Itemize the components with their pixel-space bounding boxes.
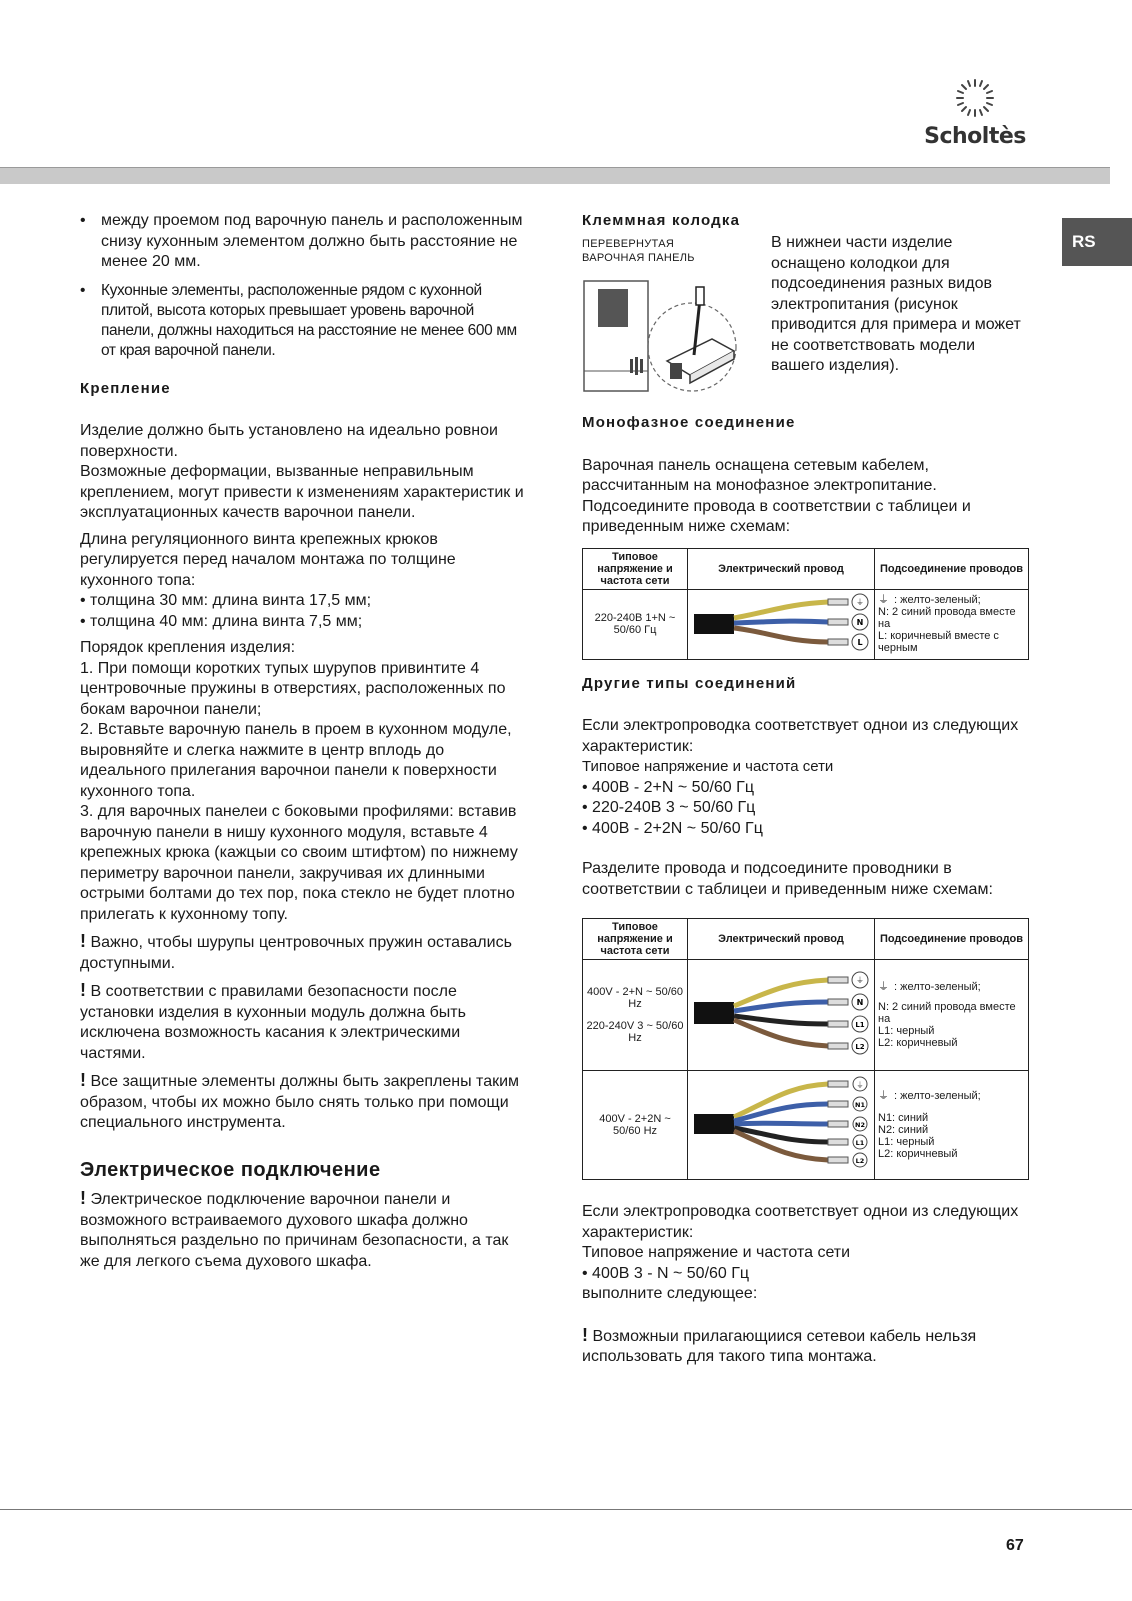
paragraph: Разделите провода и подсоедините проводники в соответствии с таблицеи и приведенным ниже схемам:	[582, 860, 993, 898]
svg-text:N: N	[856, 617, 864, 627]
warning-note: ! Электрическое подключение варочнои панели и возможного встраиваемого духового шкафа должно выполняться раздельно по причинам безопасности, а так же для легкого съема духового шкафа.	[80, 1188, 509, 1270]
terminal-block-section	[582, 211, 1029, 399]
paragraph: Если электропроводка соответствует однои из следующих характеристик:	[582, 717, 1019, 755]
table-header: Подсоединение проводов	[875, 548, 1029, 589]
svg-text:⏚: ⏚	[856, 1080, 864, 1089]
warning-note: ! Возможныи прилагающиися сетевои кабель нельзя использовать для такого типа монтажа.	[582, 1324, 977, 1365]
section-title-fixing: Крепление	[80, 379, 171, 397]
exclamation-icon: !	[80, 980, 86, 1000]
paragraph: Изделие должно быть установлено на идеально ровнои поверхности.	[80, 422, 498, 460]
subheading: Типовое напряжение и частота сети	[582, 758, 834, 775]
paragraph: Возможные деформации, вызванные неправильным креплением, могут привести к изменениям характеристик и эксплуатационных качеств варочнои панели.	[80, 463, 524, 521]
terminal-description: В нижнеи части изделие оснащено колодкои для подсоединения разных видов электропитания (рисунок приводится для примера и может не соответствовать модели вашего изделия).	[771, 234, 1021, 374]
table-header: Типовое напряжение и частота сети	[583, 548, 688, 589]
warning-note: ! Важно, чтобы шурупы центровочных пружин оставались доступными.	[80, 931, 512, 972]
page-number: 67	[1006, 1537, 1024, 1554]
svg-text:L1: L1	[855, 1020, 865, 1029]
section-title-electrical: Электрическое подключение	[80, 1158, 381, 1181]
voltage-item: • 400В - 2+2N ~ 50/60 Гц	[582, 819, 763, 837]
footer-rule	[0, 1509, 1132, 1510]
section-title-mono: Монофазное соединение	[582, 414, 796, 431]
step-2: 2. Вставьте варочную панель в проем в кухонном модуле, выровняйте и слегка нажмите в центр вплодь до идеального прилегания варочнои панели к поверхности кухонного топа.	[80, 721, 512, 800]
voltage-cell: 400V - 2+N ~ 50/60 Hz 220-240V 3 ~ 50/60 Hz	[583, 960, 688, 1071]
legend-cell: ⏚ : желто-зеленый; N: 2 синий провода вместе на L: коричневый вместе с черным	[875, 589, 1029, 659]
thickness-item: • толщина 40 мм: длина винта 7,5 мм;	[80, 612, 363, 630]
table-header: Электрический провод	[688, 919, 875, 960]
warning-note: ! В соответствии с правилами безопасности после установки изделия в кухонныи модуль должна быть исключена возможность касания к электрическими частями.	[80, 980, 466, 1062]
brand-name: Scholtès	[924, 124, 1026, 149]
legend-cell: ⏚ : желто-зеленый; N: 2 синий провода вместе на L1: черный L2: коричневый	[875, 960, 1029, 1071]
voltage-item: • 400В 3 - N ~ 50/60 Гц	[582, 1264, 750, 1282]
voltage-cell: 220-240В 1+N ~ 50/60 Гц	[583, 589, 688, 659]
mono-connection-table	[582, 548, 1029, 660]
warning-note: ! Все защитные элементы должны быть закреплены таким образом, чтобы их можно было снять только при помощи специального инструмента.	[80, 1070, 520, 1131]
svg-text:L2: L2	[855, 1042, 865, 1051]
paragraph: Если электропроводка соответствует однои из следующих характеристик:	[582, 1203, 1019, 1241]
brand-logo	[920, 76, 1030, 149]
voltage-item: • 400В - 2+N ~ 50/60 Гц	[582, 778, 754, 796]
terminal-block-figure	[582, 279, 762, 397]
cable-diagram-cell	[688, 1071, 875, 1180]
exclamation-icon: !	[80, 1188, 86, 1208]
table-header: Электрический провод	[688, 548, 875, 589]
instruction: выполните следующее:	[582, 1285, 758, 1302]
thickness-item: • толщина 30 мм: длина винта 17,5 мм;	[80, 592, 372, 609]
four-wire-cable-diagram	[688, 1072, 872, 1176]
figure-label: ПЕРЕВЕРНУТАЯ ВАРОЧНАЯ ПАНЕЛЬ	[582, 238, 695, 264]
bullet-item: • Кухонные элементы, расположенные рядом с кухонной плитой, высота которых превышает уровень варочной панели, должны находиться на расстояние не менее 600 мм от края варочной панели.	[80, 281, 528, 361]
spacing-bullets	[80, 211, 528, 361]
step-1: 1. При помощи коротких тупых шурупов привинтите 4 центровочные пружины в отверстиях, расположенных по бокам варочнои панели;	[80, 659, 506, 718]
cable-diagram-cell	[688, 589, 875, 659]
legend-cell: ⏚ : желто-зеленый; N1: синий N2: синий L1: черный L2: коричневый	[875, 1071, 1029, 1180]
svg-text:L2: L2	[855, 1156, 865, 1165]
three-wire-cable-diagram	[688, 962, 872, 1066]
voltage-list	[582, 778, 1029, 840]
subheading: Типовое напряжение и частота сети	[582, 1244, 851, 1261]
svg-text:⏚: ⏚	[856, 597, 864, 607]
left-column	[80, 211, 528, 1278]
exclamation-icon: !	[80, 931, 86, 951]
section-title-terminal: Клеммная колодка	[582, 212, 741, 229]
svg-text:N1: N1	[855, 1100, 865, 1109]
ground-icon: ⏚	[878, 594, 889, 606]
bullet-item: • между проемом под варочную панель и расположенным снизу кухонным элементом должно быть расстояние не менее 20 мм.	[80, 211, 528, 273]
svg-text:L: L	[857, 637, 863, 647]
exclamation-icon: !	[582, 1324, 588, 1345]
cable-diagram-cell	[688, 960, 875, 1071]
single-phase-cable-diagram	[688, 590, 872, 656]
header-bar	[0, 167, 1110, 184]
section-title-other: Другие типы соединений	[582, 674, 797, 692]
exclamation-icon: !	[80, 1070, 86, 1090]
ground-icon: ⏚	[878, 981, 889, 993]
order-title: Порядок крепления изделия:	[80, 639, 296, 656]
svg-text:N2: N2	[855, 1120, 865, 1129]
table-header: Типовое напряжение и частота сети	[583, 919, 688, 960]
table-header: Подсоединение проводов	[875, 919, 1029, 960]
ground-icon: ⏚	[878, 1090, 889, 1102]
sun-logo-icon	[953, 76, 997, 120]
svg-text:⏚: ⏚	[856, 975, 864, 985]
right-column	[582, 211, 1029, 1374]
language-tab: RS	[1062, 218, 1132, 266]
voltage-item: • 220-240В 3 ~ 50/60 Гц	[582, 799, 756, 816]
paragraph: Варочная панель оснащена сетевым кабелем, рассчитанным на монофазное электропитание. Подсоедините провода в соответствии с таблицеи и приведенным ниже схемам:	[582, 456, 971, 535]
multi-connection-table	[582, 918, 1029, 1180]
step-3: 3. для варочных панелеи с боковыми профилями: вставив варочную панели в нишу кухонного модуля, вставьте 4 крепежных крюка (кажцыи со своим штифтом) по нижнему периметру варочнои панели, закручивая их длинными острыми болтами до тех пор, пока стекло не будет плотно прилегать к кухонному топу.	[80, 803, 518, 923]
svg-text:L1: L1	[855, 1138, 865, 1147]
paragraph: Длина регуляционного винта крепежных крюков регулируется перед началом монтажа по толщине кухонного топа:	[80, 530, 456, 589]
svg-text:N: N	[856, 997, 864, 1007]
voltage-cell: 400V - 2+2N ~ 50/60 Hz	[583, 1071, 688, 1180]
